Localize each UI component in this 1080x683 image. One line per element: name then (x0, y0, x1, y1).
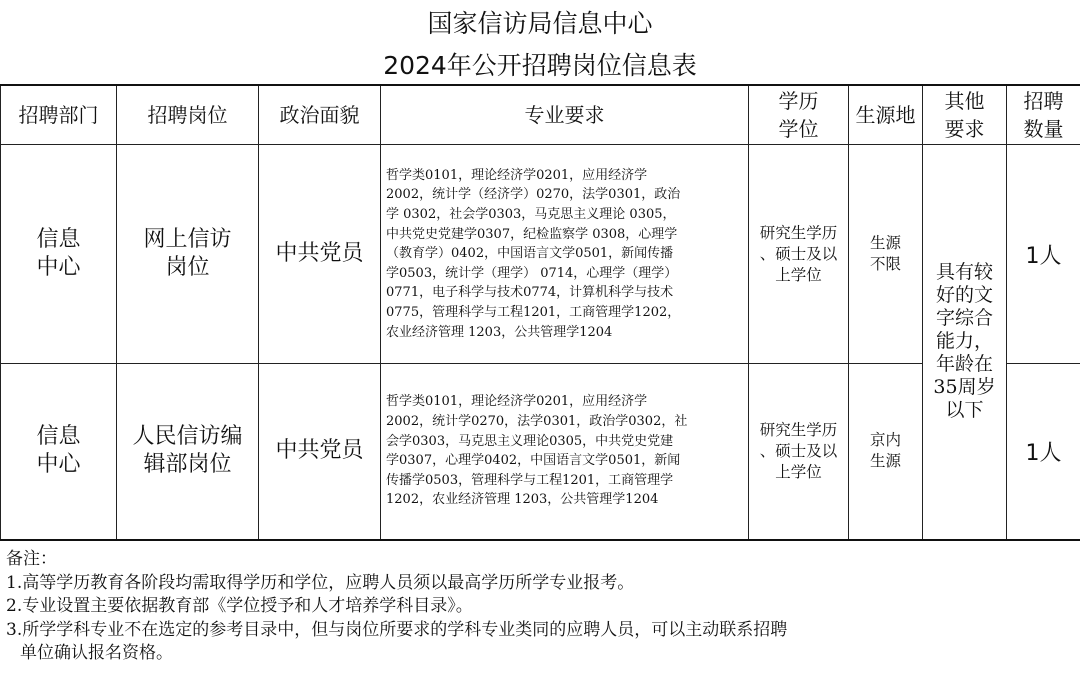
note-item: 2.专业设置主要依据教育部《学位授予和人才培养学科目录》。 (6, 596, 473, 616)
cell-education: 研究生学历 、硕士及以 上学位 (749, 145, 849, 364)
positions-table (0, 84, 1080, 541)
notes-heading: 备注： (6, 549, 57, 569)
header-origin: 生源地 (849, 85, 923, 145)
table-row (1, 364, 1080, 540)
header-count: 招聘 数量 (1007, 85, 1080, 145)
cell-major: 哲学类0101，理论经济学0201，应用经济学 2002，统计学0270，法学0301，政治学0302，社 会学0303，马克思主义理论0305，中共党史党建 学0307，心理学0402，中国语言文学0501，新闻 传播学0503，管理科学与工程1201，工商管理学 1202，农业经济管理 1203，公共管理学1204 (381, 364, 749, 540)
note-item: 3.所学学科专业不在选定的参考目录中，但与岗位所要求的学科专业类同的应聘人员，可以主动联系招聘 (6, 619, 788, 640)
header-politics: 政治面貌 (259, 85, 381, 145)
header-education: 学历 学位 (749, 85, 849, 145)
table-header-row (1, 85, 1080, 145)
table-row (1, 145, 1080, 364)
cell-politics: 中共党员 (259, 145, 381, 364)
cell-dept: 信息 中心 (1, 145, 117, 364)
note-item: 1.高等学历教育各阶段均需取得学历和学位，应聘人员须以最高学历所学专业报考。 (6, 572, 635, 593)
cell-count: 1人 (1007, 364, 1080, 540)
cell-position: 网上信访 岗位 (117, 145, 259, 364)
header-position: 招聘岗位 (117, 85, 259, 145)
note-item-continuation: 单位确认报名资格。 (20, 643, 173, 663)
header-major: 专业要求 (381, 85, 749, 145)
cell-position: 人民信访编 辑部岗位 (117, 364, 259, 540)
cell-origin: 生源 不限 (849, 145, 923, 364)
cell-education: 研究生学历 、硕士及以 上学位 (749, 364, 849, 540)
cell-other-requirements: 具有较 好的文 字综合 能力， 年龄在 35周岁 以下 (923, 145, 1007, 540)
header-other: 其他 要求 (923, 85, 1007, 145)
cell-dept: 信息 中心 (1, 364, 117, 540)
document-subtitle: 2024年公开招聘岗位信息表 (383, 51, 697, 80)
notes-section (6, 548, 1076, 666)
cell-politics: 中共党员 (259, 364, 381, 540)
cell-origin: 京内 生源 (849, 364, 923, 540)
cell-count: 1人 (1007, 145, 1080, 364)
document-title: 国家信访局信息中心 (427, 9, 653, 38)
cell-major: 哲学类0101，理论经济学0201，应用经济学 2002，统计学（经济学）0270，法学0301，政治 学 0302，社会学0303，马克思主义理论 0305， 中共党史党建学0307，纪检监察学 0308，心理学 （教育学）0402，中国语言文学0501，新闻传播 学0503，统计学（理学） 0714，心理学（理学） 0771，电子科学与技术0774，计算机科学与技术 0775，管理科学与工程1201，工商管理学1202， 农业经济管理 1203，公共管理学1204 (381, 145, 749, 364)
header-dept: 招聘部门 (1, 85, 117, 145)
